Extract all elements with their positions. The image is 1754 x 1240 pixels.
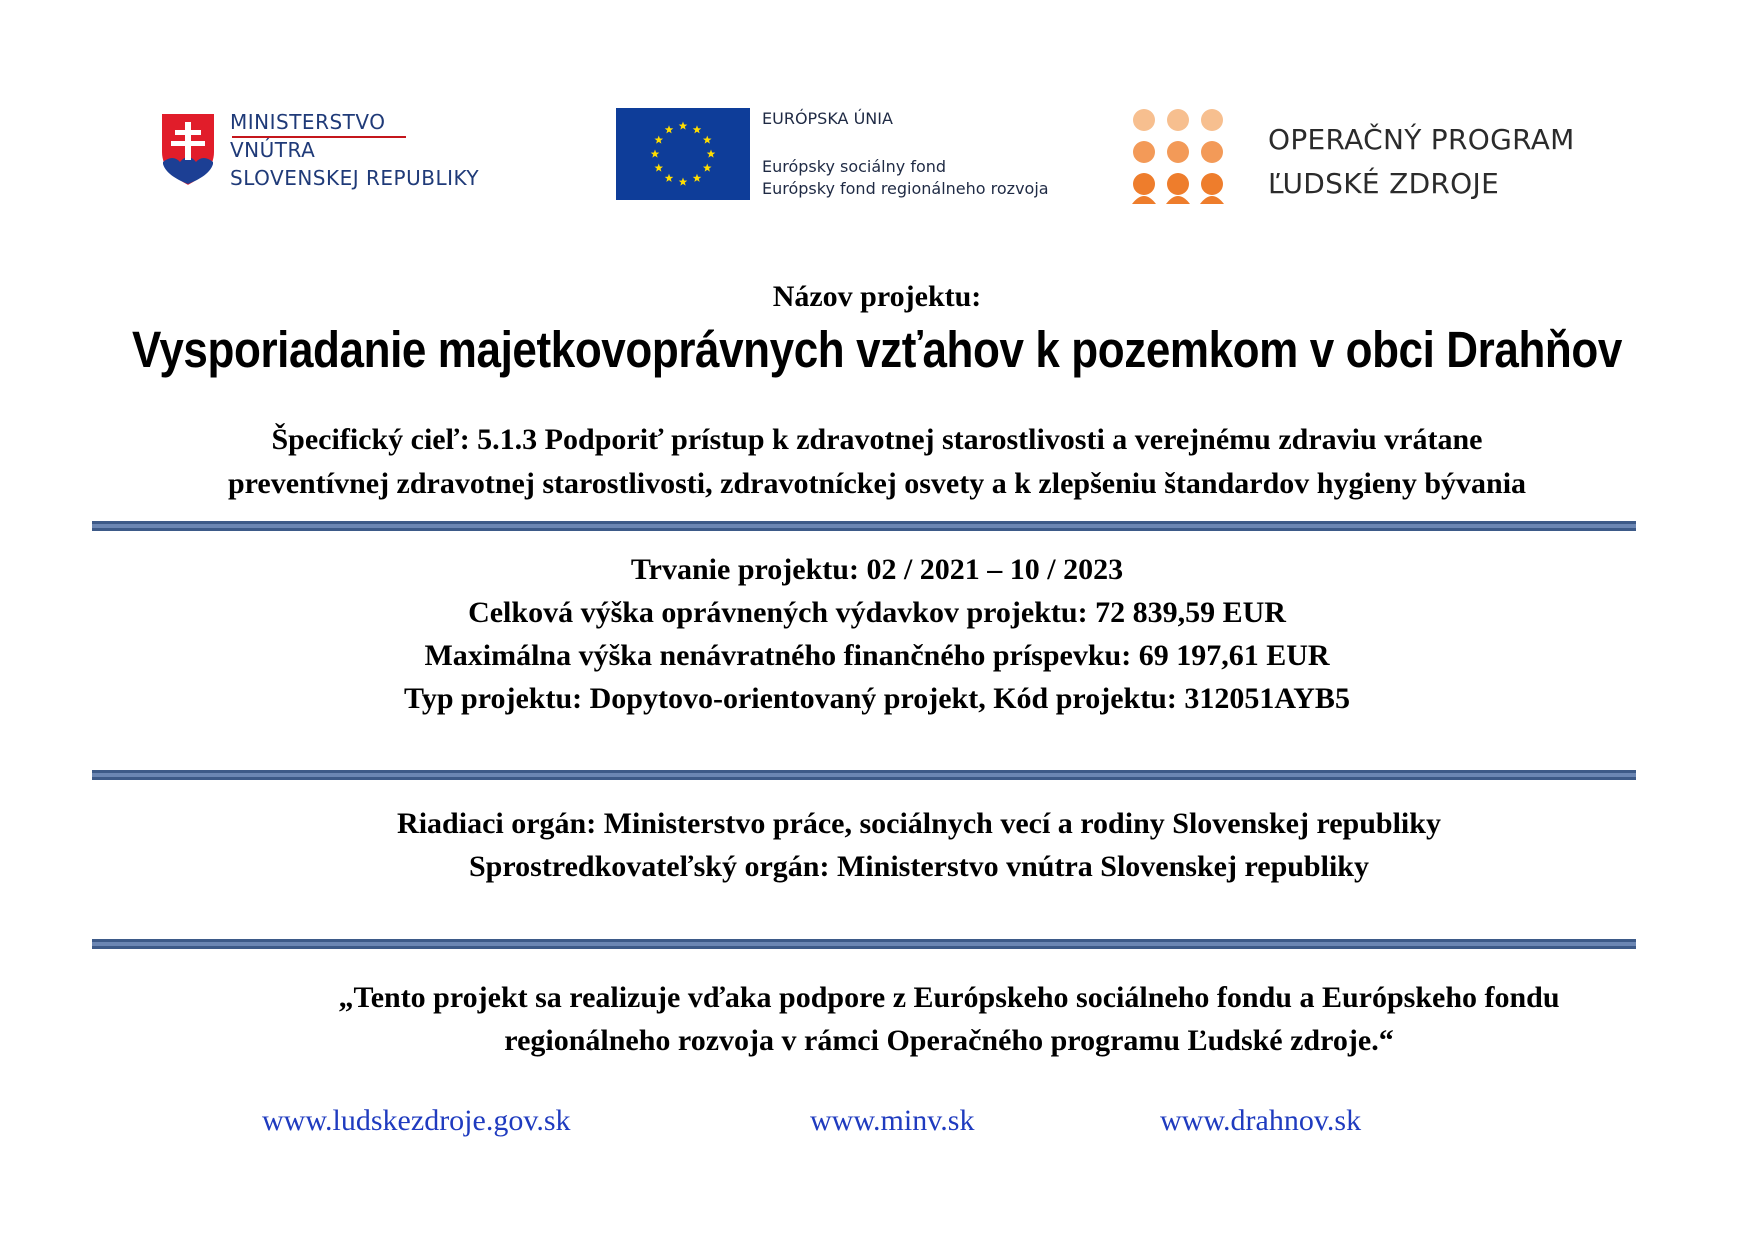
op-dot: [1201, 173, 1223, 195]
eu-star: [654, 164, 663, 172]
ministry-logo: [158, 110, 218, 188]
eu-star: [707, 150, 716, 158]
eu-star: [651, 150, 660, 158]
op-dot: [1167, 173, 1189, 195]
op-line1: OPERAČNÝ PROGRAM: [1268, 123, 1575, 156]
specific-goal: [0, 418, 1754, 506]
eu-flag-icon: [616, 108, 750, 200]
funding-statement-line1: „Tento projekt sa realizuje vďaka podpore z Európskeho sociálneho fondu a Európskeho fondu: [338, 981, 1560, 1014]
funding-statement-line2: regionálneho rozvoja v rámci Operačného programu Ľudské zdroje.“: [504, 1024, 1394, 1057]
eu-star: [654, 136, 663, 144]
eu-star: [665, 125, 674, 133]
op-dot: [1133, 109, 1155, 131]
ministry-line2: VNÚTRA: [230, 138, 316, 162]
funding-statement: [72, 976, 1754, 1062]
eu-text: [762, 108, 1049, 200]
project-bodies: [42, 802, 1754, 888]
eu-star: [693, 125, 702, 133]
op-dot: [1133, 141, 1155, 163]
project-total-costs: Celková výška oprávnených výdavkov projektu: 72 839,59 EUR: [468, 596, 1286, 629]
op-dot: [1167, 141, 1189, 163]
op-dots-icon: [1130, 108, 1226, 204]
project-title: Vysporiadanie majetkovoprávnych vzťahov k pozemkom v obci Drahňov: [132, 322, 1622, 379]
eu-line1: EURÓPSKA ÚNIA: [762, 109, 893, 128]
op-dot-body: [1132, 196, 1156, 204]
eu-star: [679, 122, 688, 130]
eu-star: [703, 136, 712, 144]
divider-1: [92, 521, 1636, 531]
op-dot-body: [1200, 196, 1224, 204]
specific-goal-line2: preventívnej zdravotnej starostlivosti, zdravotníckej osvety a k zlepšeniu štandardov hygieny bývania: [227, 467, 1527, 500]
specific-goal-line1: Špecifický cieľ: 5.1.3 Podporiť prístup k zdravotnej starostlivosti a verejnému zdraviu vrátane: [271, 423, 1483, 456]
project-info: [0, 548, 1754, 720]
project-max-contribution: Maximálna výška nenávratného finančného príspevku: 69 197,61 EUR: [424, 639, 1330, 672]
eu-line2: Európsky sociálny fond: [762, 157, 947, 176]
op-name: [1268, 118, 1575, 206]
link-minv[interactable]: www.minv.sk: [810, 1104, 975, 1137]
project-type-code: Typ projektu: Dopytovo-orientovaný projekt, Kód projektu: 312051AYB5: [404, 682, 1350, 715]
divider-2: [92, 770, 1636, 780]
slovak-coat-of-arms-icon: [158, 110, 218, 188]
project-label: Názov projektu:: [772, 280, 982, 313]
ministry-name: [230, 108, 479, 192]
op-dot: [1133, 173, 1155, 195]
link-ludskezdroje[interactable]: www.ludskezdroje.gov.sk: [262, 1104, 571, 1137]
op-dot-body: [1166, 196, 1190, 204]
link-drahnov[interactable]: www.drahnov.sk: [1160, 1104, 1362, 1137]
op-dot: [1201, 109, 1223, 131]
project-duration: Trvanie projektu: 02 / 2021 – 10 / 2023: [630, 553, 1124, 586]
divider-3: [92, 939, 1636, 949]
op-line2: ĽUDSKÉ ZDROJE: [1268, 167, 1500, 200]
eu-star: [703, 164, 712, 172]
ministry-line1: MINISTERSTVO: [230, 110, 386, 134]
eu-line3: Európsky fond regionálneho rozvoja: [762, 179, 1049, 198]
op-dot: [1167, 109, 1189, 131]
eu-star: [679, 178, 688, 186]
intermediate-body: Sprostredkovateľský orgán: Ministerstvo vnútra Slovenskej republiky: [469, 850, 1369, 883]
ministry-line3: SLOVENSKEJ REPUBLIKY: [230, 166, 480, 190]
op-dot: [1201, 141, 1223, 163]
eu-star: [665, 174, 674, 182]
eu-star: [693, 174, 702, 182]
managing-authority: Riadiaci orgán: Ministerstvo práce, sociálnych vecí a rodiny Slovenskej republiky: [397, 807, 1441, 840]
